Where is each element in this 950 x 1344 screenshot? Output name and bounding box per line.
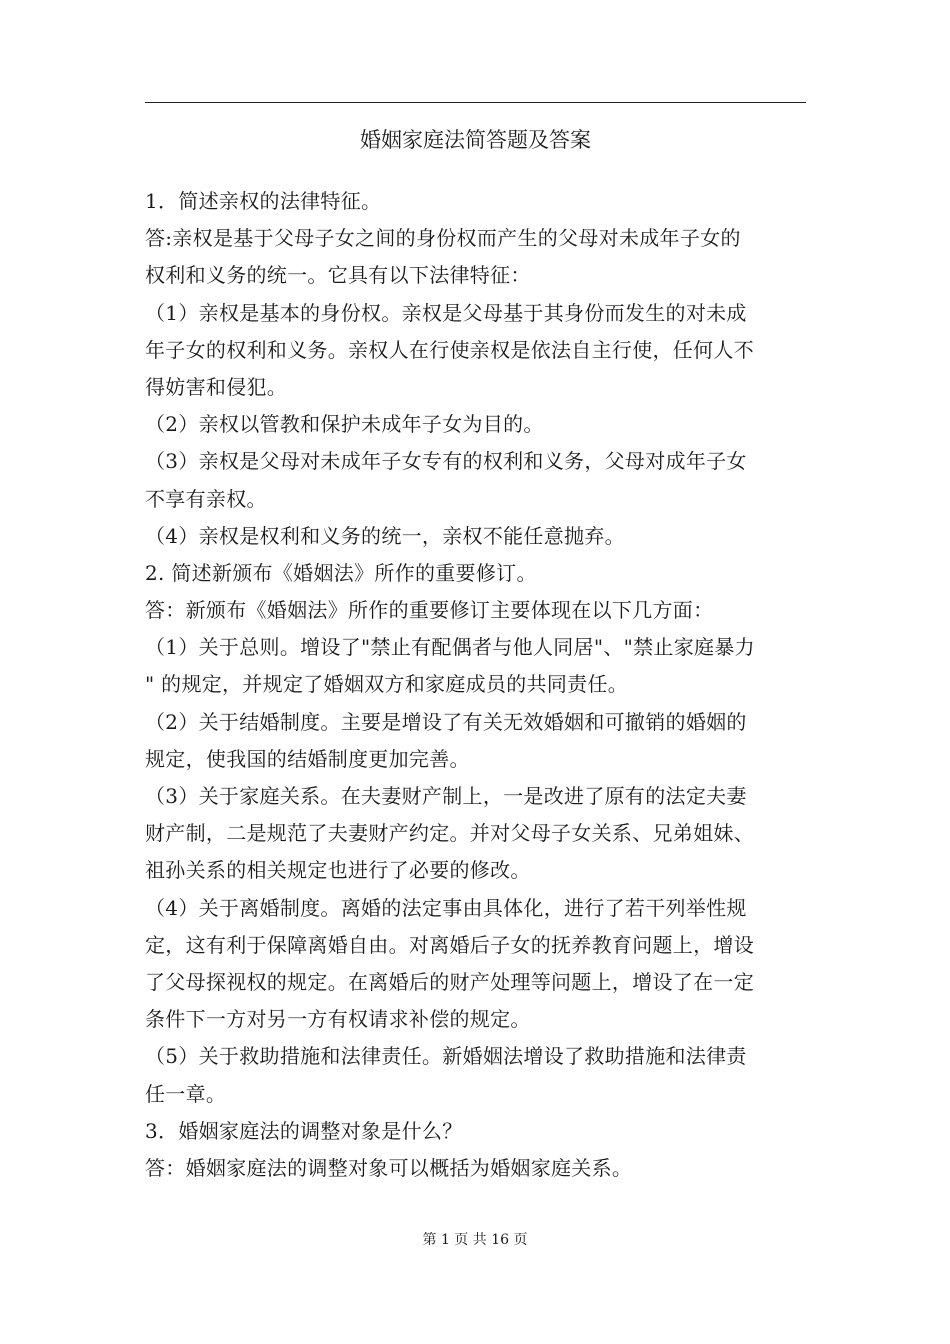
text-line: （3）关于家庭关系。在夫妻财产制上，一是改进了原有的法定夫妻: [145, 784, 747, 808]
text-line: 不享有亲权。: [145, 486, 267, 511]
document-title: 婚姻家庭法简答题及答案: [360, 128, 591, 152]
text-line: 财产制，二是规范了夫妻财产约定。并对父母子女关系、兄弟姐妹、: [145, 821, 754, 846]
document-body: [145, 183, 806, 1187]
header-rule: [145, 102, 806, 103]
text-line: 了父母探视权的规定。在离婚后的财产处理等问题上，增设了在一定: [145, 969, 754, 994]
text-line: （2）亲权以管教和保护未成年子女为目的。: [145, 412, 544, 437]
text-line: （5）关于救助措施和法律责任。新婚姻法增设了救助措施和法律责: [145, 1044, 747, 1069]
text-line: 年子女的权利和义务。亲权人在行使亲权是依法自主行使，任何人不: [145, 337, 754, 362]
text-line: 祖孙关系的相关规定也进行了必要的修改。: [145, 858, 531, 883]
text-line: 3．婚姻家庭法的调整对象是什么？: [145, 1118, 463, 1143]
text-line: （4）关于离婚制度。离婚的法定事由具体化，进行了若干列举性规: [145, 895, 747, 920]
text-line: 定，这有利于保障离婚自由。对离婚后子女的抚养教育问题上，增设: [145, 932, 754, 957]
text-line: 1．简述亲权的法律特征。: [145, 189, 382, 213]
text-line: （1）关于总则。增设了"禁止有配偶者与他人同居"、"禁止家庭暴力: [145, 635, 755, 660]
text-line: （2）关于结婚制度。主要是增设了有关无效婚姻和可撤销的婚姻的: [145, 709, 747, 734]
text-line: （1）亲权是基本的身份权。亲权是父母基于其身份而发生的对未成: [145, 300, 747, 325]
text-line: （4）亲权是权利和义务的统一，亲权不能任意抛弃。: [145, 523, 625, 548]
text-line: 条件下一方对另一方有权请求补偿的规定。: [145, 1007, 531, 1032]
text-line: 答：婚姻家庭法的调整对象可以概括为婚姻家庭关系。: [145, 1155, 633, 1180]
text-line: 答:亲权是基于父母子女之间的身份权而产生的父母对未成年子女的: [145, 226, 741, 251]
text-line: （3）亲权是父母对未成年子女专有的权利和义务，父母对成年子女: [145, 449, 747, 474]
text-line: 权利和义务的统一。它具有以下法律特征：: [145, 263, 531, 288]
text-line: 任一章。: [145, 1081, 227, 1106]
text-line: 答：新颁布《婚姻法》所作的重要修订主要体现在以下几方面：: [145, 598, 714, 623]
text-line: 得妨害和侵犯。: [145, 374, 288, 399]
text-line: 规定，使我国的结婚制度更加完善。: [145, 746, 470, 771]
text-line: " 的规定，并规定了婚姻双方和家庭成员的共同责任。: [145, 672, 629, 697]
text-line: 2. 简述新颁布《婚姻法》所作的重要修订。: [145, 560, 537, 585]
page-footer: 第 1 页 共 16 页: [422, 1232, 528, 1248]
